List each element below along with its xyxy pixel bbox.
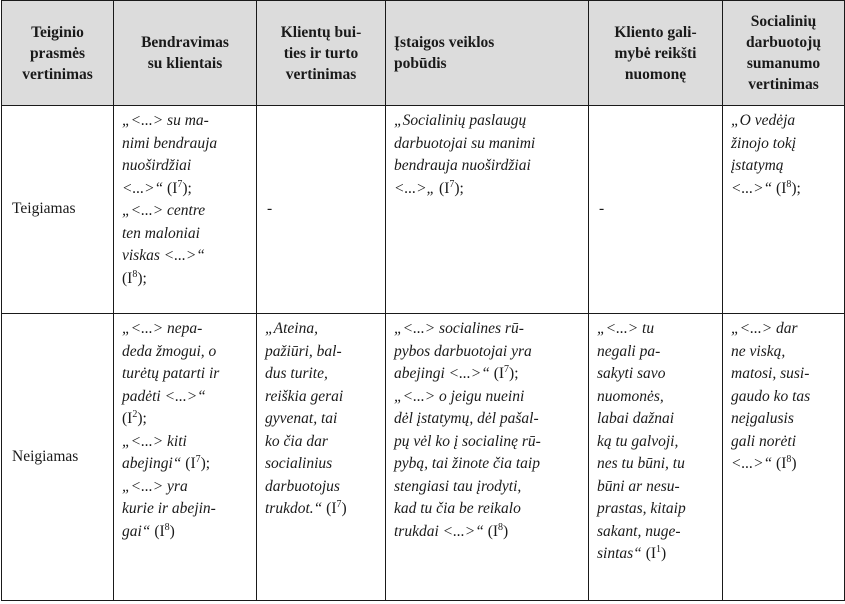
quote-line: padėti <...>“ (122, 387, 206, 405)
header-line: vertinimas (285, 65, 357, 83)
row-label-negative: Neigiamas (2, 314, 114, 601)
quote-line: labai dažnai (597, 410, 675, 427)
empty-dash: - (599, 200, 605, 218)
quote-line: viskas <...>“ (122, 247, 205, 264)
quote-line: <...>„ $(I^7)$; (394, 178, 464, 197)
citation-index: 7 (504, 364, 510, 375)
evaluation-table (1, 0, 845, 601)
quote-line: „<...> tu (597, 320, 655, 337)
quote-line: sintas“ $(I^1)$ (597, 544, 667, 562)
cell-institution (386, 106, 589, 314)
quote-line: $(I^2)$; (122, 409, 147, 427)
quote-line: $(I^8)$; (122, 268, 147, 287)
quote-line: gali norėti (731, 432, 797, 450)
quote-line: „<...> dar (731, 320, 798, 337)
quote-line: gaudo ko tas (731, 387, 811, 405)
quote-line: <...>“ $(I^7)$; (122, 178, 192, 197)
quote-line: prastas, kitaip (597, 500, 686, 517)
quote-line: neįgalusis (731, 410, 794, 427)
quote-line: „<...> kiti (122, 432, 187, 450)
quote-line: „O vedėja (731, 112, 796, 129)
header-line: Įstaigos veiklos (394, 34, 495, 51)
cell-competence (723, 314, 845, 601)
quote-line: abejingi“ $(I^7)$; (122, 454, 211, 472)
header-client-living-and-property (257, 1, 386, 106)
quote-line: abejingi <...>“ $(I^7)$; (394, 364, 519, 382)
quote-line: kurie ir abejin- (122, 500, 216, 517)
table-row-positive (2, 106, 845, 314)
citation-index: 1 (656, 544, 662, 555)
quote-line: darbuotojai su manimi (394, 134, 536, 152)
quote-line: pybos darbuotojai yra (394, 342, 532, 360)
quote-line: „<...> socialines rū- (394, 320, 524, 337)
quote-line: „<...> centre (122, 202, 206, 219)
quote-line: dus turite, (265, 365, 328, 382)
header-statement-evaluation (2, 1, 114, 106)
quote-line: <...>“ $(I^8)$ (731, 454, 797, 472)
table-header (2, 1, 845, 106)
citation-index: 7 (177, 178, 183, 190)
header-line: nuomonę (624, 65, 687, 83)
header-line: prasmės (29, 44, 86, 62)
quote-line: sakyti savo (597, 365, 666, 382)
quote-line: „Ateina, (265, 320, 318, 337)
quote-line: įstatymą (731, 157, 784, 174)
quote-line: nuoširdžiai (122, 157, 192, 174)
citation-index: 7 (336, 499, 342, 510)
quote-line: „<...> o jeigu nueini (394, 387, 525, 405)
quote-line: „<...> su ma- (122, 112, 209, 129)
header-line: Socialinių (750, 13, 817, 30)
header-line: sumanumo (746, 55, 821, 72)
quote-line: socialinius (265, 455, 333, 472)
quote-line: būni ar nesu- (597, 477, 680, 495)
quote-line: stengiasi tau įrodyti, (394, 477, 522, 495)
quote-line: „Socialinių paslaugų (394, 112, 527, 129)
quote-line: darbuotojus (265, 477, 340, 495)
header-social-worker-competence (723, 1, 845, 106)
header-line: vertinimas (748, 76, 819, 93)
table-body (2, 106, 845, 601)
quote-line: pybą, tai žinote čia taip (394, 455, 540, 472)
cell-communication (114, 314, 257, 601)
citation-index: 8 (786, 178, 792, 190)
cell-opinion (589, 106, 723, 314)
quote-line: trukdai <...>“ $(I^8)$ (394, 521, 509, 540)
citation-index: 8 (132, 268, 138, 280)
quote-line: turėtų patarti ir (122, 365, 220, 382)
cell-competence (723, 106, 845, 314)
quote-line: trukdot.“ $(I^7)$ (265, 499, 347, 517)
citation-index: 8 (786, 454, 792, 465)
quote-line: reiškia gerai (265, 387, 344, 405)
header-line: pobūdis (394, 55, 447, 72)
header-row (2, 1, 845, 106)
header-communication-with-clients (114, 1, 257, 106)
quote-line: nuomonės, (597, 387, 664, 405)
cell-communication (114, 106, 257, 314)
quote-line: nes tu būni, tu (597, 455, 685, 472)
header-line: Klientų bui- (280, 23, 362, 41)
header-client-opinion (589, 1, 723, 106)
header-line: ties ir turto (283, 44, 359, 62)
quote-line: matosi, susi- (731, 365, 810, 382)
quote-line: nimi bendrauja (122, 134, 218, 152)
header-line: Bendravimas (141, 34, 229, 51)
citation-index: 2 (132, 409, 138, 420)
quote-line: pų vėl ko į socialinę rū- (394, 432, 541, 450)
citation-index: 7 (195, 454, 201, 465)
quote-line: ne viską, (731, 342, 786, 360)
cell-opinion (589, 314, 723, 601)
header-line: su klientais (147, 55, 223, 72)
cell-living-property (257, 106, 386, 314)
quote-line: gai“ $(I^8)$ (122, 521, 175, 540)
citation-index: 7 (449, 178, 455, 190)
quote-line: <...>“ $(I^8)$; (731, 178, 801, 197)
quote-line: dėl įstatymų, dėl pašal- (394, 410, 539, 427)
header-line: Kliento gali- (614, 23, 697, 41)
quote-line: „<...> nepa- (122, 320, 203, 337)
quote-line: „<...> yra (122, 477, 188, 495)
quote-line: ten maloniai (122, 224, 200, 242)
quote-line: kad tu čia be reikalo (394, 500, 521, 517)
citation-index: 8 (164, 521, 170, 533)
row-label-positive: Teigiamas (2, 106, 114, 314)
header-line: Teiginio (31, 23, 84, 41)
quote-line: gyvenat, tai (265, 410, 338, 427)
empty-dash: - (267, 200, 273, 218)
quote-line: sakant, nuge- (597, 522, 681, 540)
header-line: mybė reikšti (614, 44, 697, 62)
quote-line: bendrauja nuoširdžiai (394, 157, 531, 174)
quote-line: pažiūri, bal- (265, 342, 342, 360)
header-line: darbuotojų (746, 34, 821, 51)
header-institution-activity (386, 1, 589, 106)
quote-line: ko čia dar (265, 432, 328, 450)
quote-line: žinojo tokį (731, 134, 797, 152)
header-line: vertinimas (22, 65, 93, 83)
table-row-negative (2, 314, 845, 601)
cell-living-property (257, 314, 386, 601)
citation-index: 8 (498, 521, 504, 533)
quote-line: negali pa- (597, 342, 661, 360)
quote-line: deda žmogui, o (122, 342, 217, 360)
quote-line: ką tu galvoji, (597, 432, 679, 450)
cell-institution (386, 314, 589, 601)
